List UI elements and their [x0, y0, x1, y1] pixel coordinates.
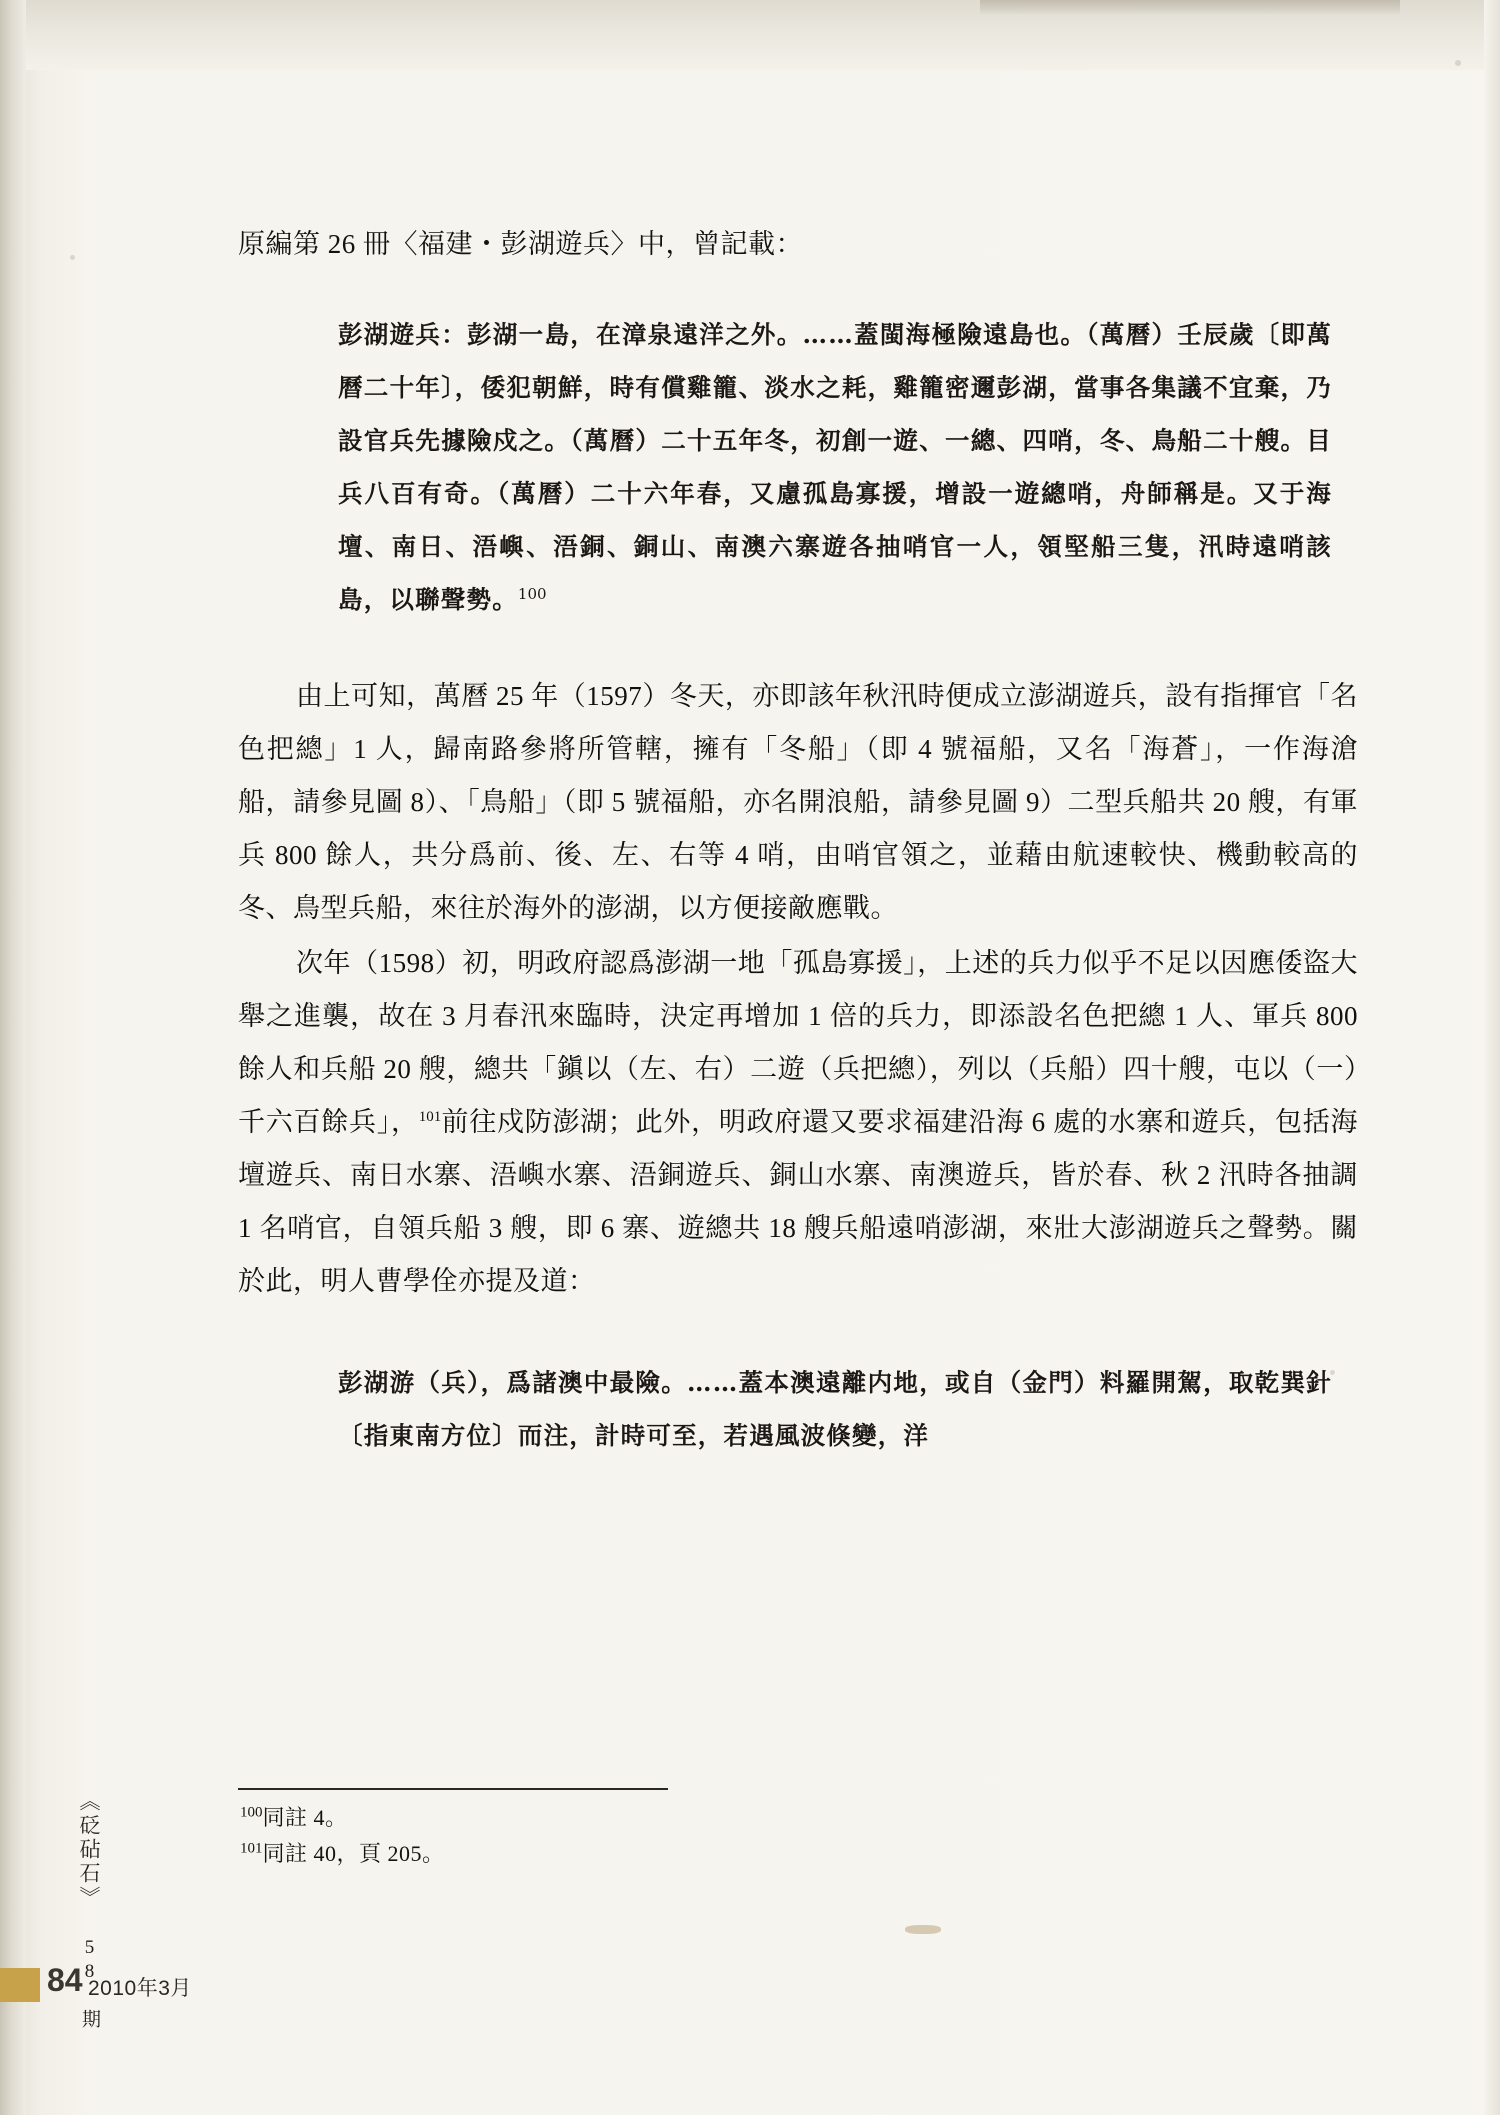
page-number: 84	[47, 1962, 83, 1998]
paper-smudge	[905, 1925, 941, 1934]
footnote-ref-100[interactable]: 100	[517, 584, 547, 603]
footnote-separator-rule	[238, 1788, 668, 1790]
footnote-text: 同註 4。	[262, 1805, 348, 1830]
scan-top-smudge	[980, 0, 1400, 14]
footnote-item	[240, 1800, 1040, 1836]
running-head-journal: 《砭砧石》	[77, 1790, 101, 1910]
block-quote-1-text: 彭湖遊兵：彭湖一島，在漳泉遠洋之外。……蓋閩海極險遠島也。（萬曆）壬辰歲〔即萬曆二十年〕，倭犯朝鮮，時有償雞籠、淡水之耗，雞籠密邇彭湖，當事各集議不宜棄，乃設官兵先據險戍之。（萬曆）二十五年冬，初創一遊、一總、四哨，冬、鳥船二十艘。目兵八百有奇。（萬曆）二十六年春，又慮孤島寡援，增設一遊總哨，舟師稱是。又于海壇、南日、浯嶼、浯銅、銅山、南澳六寨遊各抽哨官一人，領堅船三隻，汛時遠哨該島，以聯聲勢。	[338, 320, 1332, 614]
footnote-marker: 101	[240, 1840, 263, 1857]
footnote-text: 同註 40，頁 205。	[262, 1841, 445, 1866]
paper-speck	[1455, 60, 1461, 66]
scan-left-edge	[0, 0, 26, 2115]
lead-paragraph: 原編第 26 冊〈福建・彭湖遊兵〉中，曾記載：	[238, 229, 803, 259]
body-paragraph-2-part-a: 次年（1598）初，明政府認爲澎湖一地「孤島寡援」，上述的兵力似乎不足以因應倭盜大舉之進襲，故在 3 月春汛來臨時，決定再增加 1 倍的兵力，即添設名色把總 1 人、軍兵 800 餘人和兵船 20 艘，總共「鎭以（左、右）二遊（兵把總），列以（兵船）四十艘，屯以（一）千六百餘兵」，	[238, 948, 1358, 1137]
block-quote-1	[238, 308, 1358, 626]
page-number-accent-bar	[0, 1968, 40, 2002]
footnote-item	[240, 1836, 1040, 1872]
block-quote-2-text: 彭湖游（兵），爲諸澳中最險。……蓋本澳遠離内地，或自（金門）料羅開駕，取乾巽針〔指東南方位〕而注，計時可至，若遇風波倏變，洋	[338, 1368, 1332, 1450]
footnote-marker: 100	[240, 1804, 263, 1821]
footnote-ref-101[interactable]: 101	[418, 1109, 442, 1125]
issue-date: 2010年3月	[88, 1977, 192, 2000]
quote-spacer	[238, 1310, 1358, 1356]
article-body	[238, 218, 1358, 1506]
body-paragraph-2-part-b: 前往戍防澎湖；此外，明政府還又要求福建沿海 6 處的水寨和遊兵，包括海壇遊兵、南日水寨、浯嶼水寨、浯銅遊兵、銅山水寨、南澳遊兵，皆於春、秋 2 汛時各抽調 1 名哨官，自領兵船 3 艘，即 6 寨、遊總共 18 艘兵船遠哨澎湖，來壯大澎湖遊兵之聲勢。關於此，明人曹學佺亦提及道：	[238, 1107, 1359, 1296]
scan-right-edge	[1484, 0, 1500, 2115]
running-head-issue: 58 期	[79, 1937, 100, 2031]
footnote-list	[240, 1800, 1040, 1872]
body-paragraph-1: 由上可知，萬曆 25 年（1597）冬天，亦即該年秋汛時便成立澎湖遊兵，設有指揮官「名色把總」1 人，歸南路參將所管轄，擁有「冬船」（即 4 號福船，又名「海蒼」，一作海滄船，請參見圖 8）、「鳥船」（即 5 號福船，亦名開浪船，請參見圖 9）二型兵船共 20 艘，有軍兵 800 餘人，共分爲前、後、左、右等 4 哨，由哨官領之，並藉由航速較快、機動較高的冬、鳥型兵船，來往於海外的澎湖，以方便接敵應戰。	[238, 681, 1358, 923]
body-paragraph-2	[238, 937, 1358, 1308]
paper-speck	[70, 255, 75, 260]
block-quote-2	[238, 1356, 1358, 1462]
